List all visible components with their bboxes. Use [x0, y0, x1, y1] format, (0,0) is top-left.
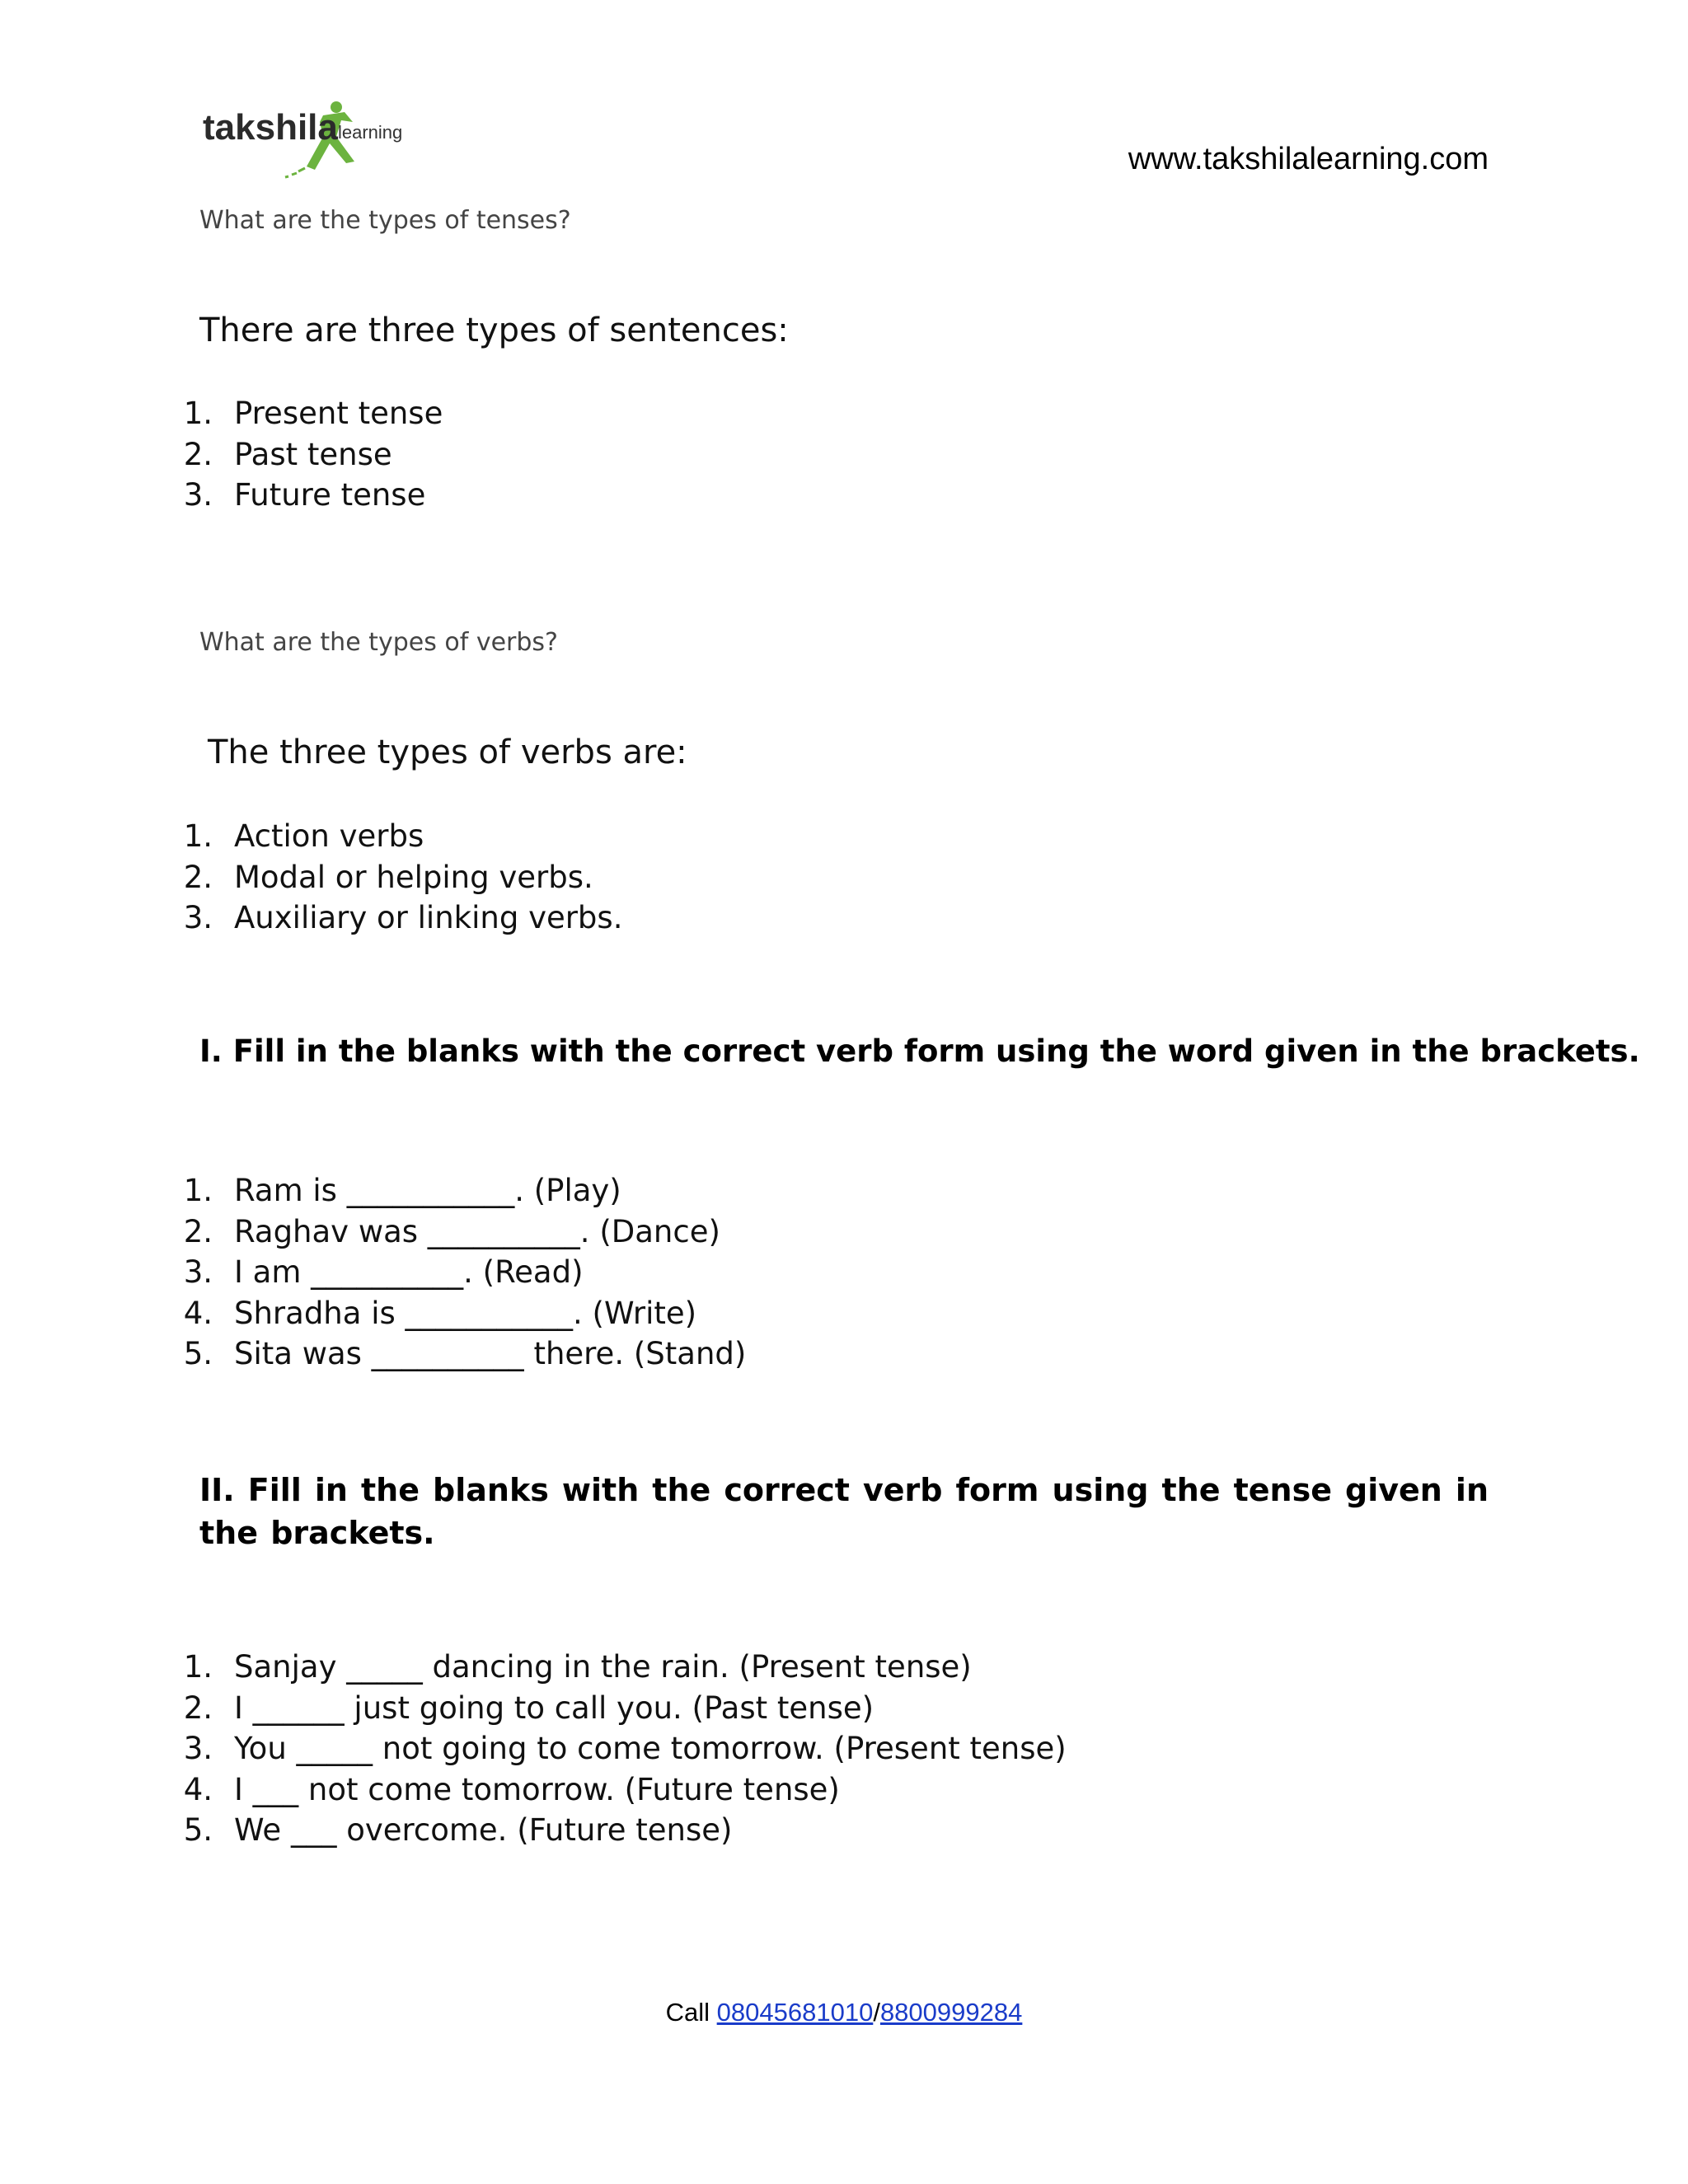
list-item: 3. Auxiliary or linking verbs. — [183, 900, 623, 935]
logo-wordmark: takshila — [203, 107, 338, 148]
exercise-item: 4. Shradha is ___________. (Write) — [183, 1295, 697, 1331]
list-item: 1. Present tense — [183, 396, 443, 431]
exercise2-title: II. Fill in the blanks with the correct verb form using the tense given in the brackets. — [199, 1472, 1489, 1551]
exercise-item: 5. Sita was __________ there. (Stand) — [183, 1336, 747, 1371]
tenses-question: What are the types of tenses? — [199, 206, 571, 235]
phone-separator: / — [873, 1998, 880, 2027]
exercise-item: 5. We ___ overcome. (Future tense) — [183, 1812, 733, 1848]
phone-link-1[interactable]: 08045681010 — [716, 1998, 874, 2027]
exercise-item: 4. I ___ not come tomorrow. (Future tense) — [183, 1771, 840, 1807]
verbs-intro: The three types of verbs are: — [208, 733, 687, 771]
exercise-item: 3. I am __________. (Read) — [183, 1254, 584, 1290]
exercise-item: 2. Raghav was __________. (Dance) — [183, 1213, 720, 1249]
exercise1-list — [183, 1170, 746, 1375]
exercise-item: 2. I ______ just going to call you. (Past tense) — [183, 1690, 874, 1726]
logo-subtext: learning — [338, 122, 403, 143]
footer-contact — [0, 1998, 1688, 2027]
verbs-question: What are the types of verbs? — [199, 628, 558, 657]
exercise-item: 1. Sanjay _____ dancing in the rain. (Present tense) — [183, 1649, 972, 1685]
list-item: 2. Past tense — [183, 436, 392, 472]
list-item: 2. Modal or helping verbs. — [183, 859, 593, 895]
verbs-list — [183, 816, 622, 939]
exercise2-list — [183, 1647, 1067, 1851]
exercise-item: 1. Ram is ___________. (Play) — [183, 1173, 621, 1208]
call-label: Call — [665, 1998, 710, 2027]
exercise1-title: I. Fill in the blanks with the correct verb form using the word given in the brackets. — [199, 1033, 1640, 1069]
tenses-intro: There are three types of sentences: — [199, 312, 789, 349]
exercise-item: 3. You _____ not going to come tomorrow. (Present tense) — [183, 1731, 1067, 1766]
phone-link-2[interactable]: 8800999284 — [879, 1998, 1023, 2027]
list-item: 1. Action verbs — [183, 818, 424, 854]
tenses-list — [183, 393, 443, 516]
list-item: 3. Future tense — [183, 477, 426, 513]
website-url[interactable]: www.takshilalearning.com — [1128, 142, 1489, 176]
